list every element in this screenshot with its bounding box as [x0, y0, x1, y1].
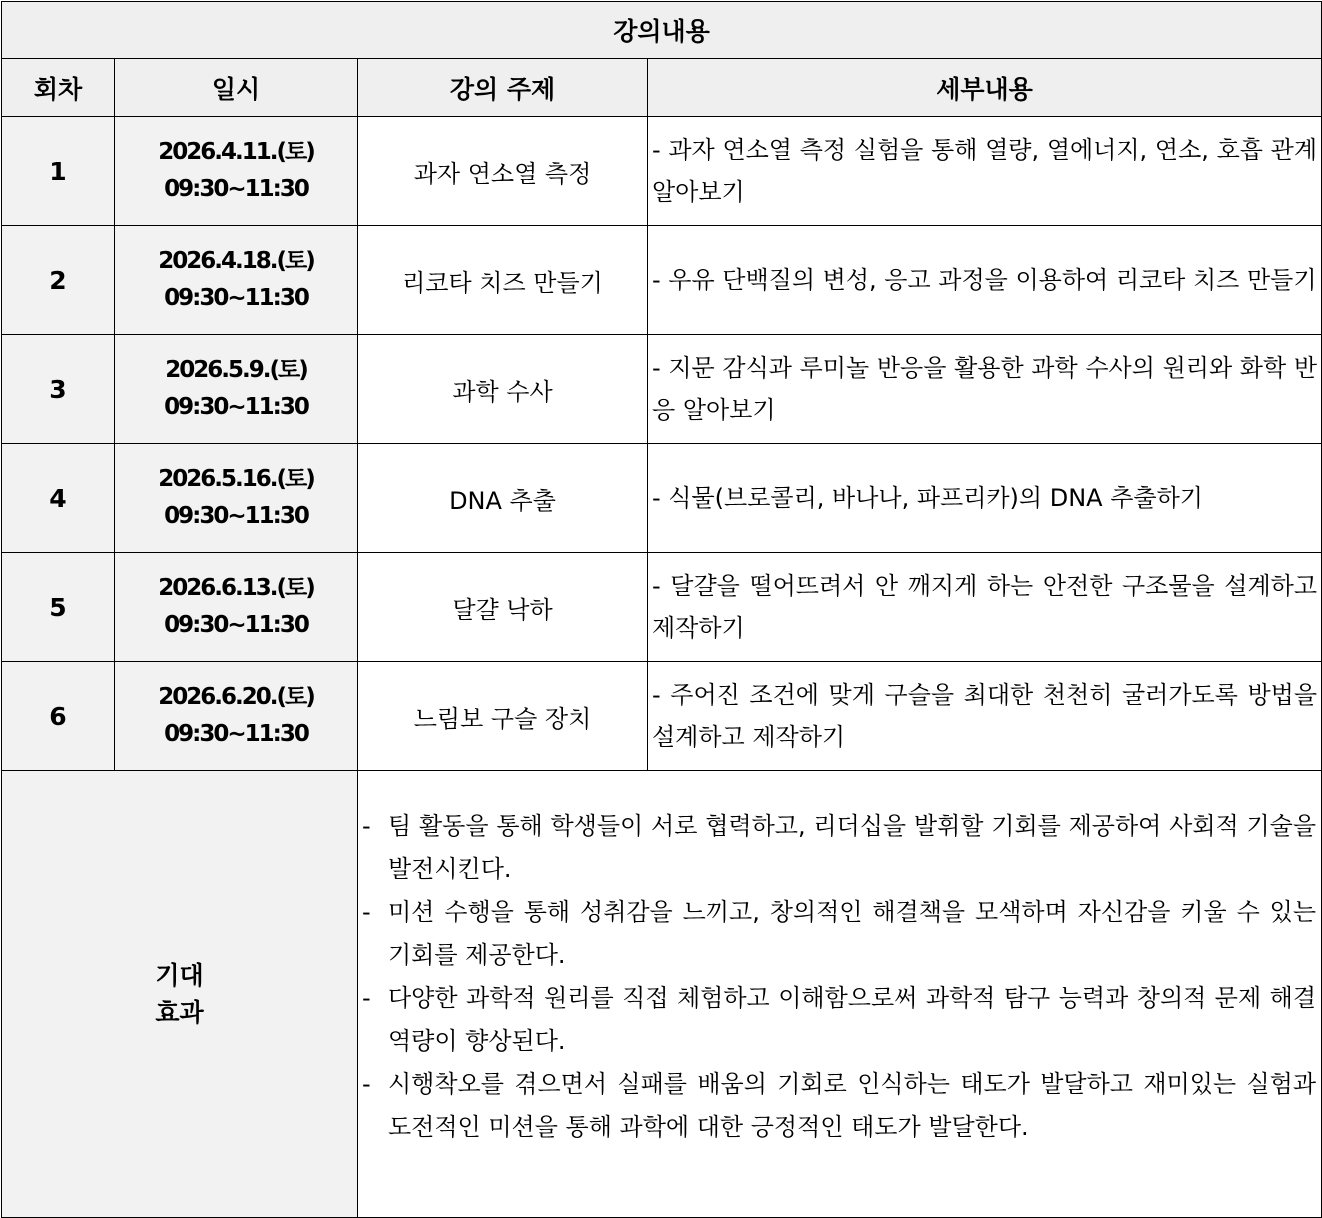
expected-effects-list [362, 805, 1316, 1149]
expected-effects-row [2, 771, 1322, 1218]
round-number: 4 [2, 444, 115, 553]
table-row [2, 117, 1322, 226]
session-time: 09:30~11:30 [164, 721, 308, 747]
lecture-topic: DNA 추출 [358, 444, 648, 553]
expected-effects-label [2, 771, 358, 1218]
table-row [2, 553, 1322, 662]
header-round: 회차 [2, 59, 115, 117]
round-number: 6 [2, 662, 115, 771]
effect-text: 다양한 과학적 원리를 직접 체험하고 이해함으로써 과학적 탐구 능력과 창의적 문제 해결 역량이 향상된다. [388, 984, 1317, 1055]
session-time: 09:30~11:30 [164, 176, 308, 202]
list-item: - 다양한 과학적 원리를 직접 체험하고 이해함으로써 과학적 탐구 능력과 창의적 문제 해결 역량이 향상된다. [362, 984, 1317, 1055]
effect-text: 미션 수행을 통해 성취감을 느끼고, 창의적인 해결책을 모색하며 자신감을 키울 수 있는 기회를 제공한다. [388, 898, 1317, 969]
session-time: 09:30~11:30 [164, 503, 308, 529]
expected-effects-label-line1: 기대 [155, 961, 204, 990]
round-number: 5 [2, 553, 115, 662]
round-number: 2 [2, 226, 115, 335]
header-topic: 강의 주제 [358, 59, 648, 117]
session-date: 2026.6.13.(토) [158, 575, 314, 601]
expected-effects-content [358, 771, 1322, 1218]
table-title: 강의내용 [2, 2, 1322, 59]
effect-text: 팀 활동을 통해 학생들이 서로 협력하고, 리더십을 발휘할 기회를 제공하여 사회적 기술을 발전시킨다. [388, 812, 1317, 883]
session-datetime [115, 553, 358, 662]
lecture-topic: 과학 수사 [358, 335, 648, 444]
session-datetime [115, 662, 358, 771]
list-item: - 시행착오를 겪으면서 실패를 배움의 기회로 인식하는 태도가 발달하고 재미있는 실험과 도전적인 미션을 통해 과학에 대한 긍정적인 태도가 발달한다. [362, 1070, 1317, 1141]
session-datetime [115, 335, 358, 444]
expected-effects-label-line2: 효과 [155, 998, 204, 1027]
table-row [2, 335, 1322, 444]
lecture-topic: 과자 연소열 측정 [358, 117, 648, 226]
header-detail: 세부내용 [648, 59, 1322, 117]
lecture-detail: - 지문 감식과 루미놀 반응을 활용한 과학 수사의 원리와 화학 반응 알아보기 [648, 335, 1322, 444]
effect-text: 시행착오를 겪으면서 실패를 배움의 기회로 인식하는 태도가 발달하고 재미있는 실험과 도전적인 미션을 통해 과학에 대한 긍정적인 태도가 발달한다. [388, 1070, 1317, 1141]
header-date: 일시 [115, 59, 358, 117]
lecture-detail: - 달걀을 떨어뜨려서 안 깨지게 하는 안전한 구조물을 설계하고 제작하기 [648, 553, 1322, 662]
session-time: 09:30~11:30 [164, 394, 308, 420]
lecture-detail: - 우유 단백질의 변성, 응고 과정을 이용하여 리코타 치즈 만들기 [648, 226, 1322, 335]
round-number: 3 [2, 335, 115, 444]
session-time: 09:30~11:30 [164, 285, 308, 311]
table-row [2, 444, 1322, 553]
lecture-topic: 느림보 구슬 장치 [358, 662, 648, 771]
round-number: 1 [2, 117, 115, 226]
table-row [2, 226, 1322, 335]
list-item: - 팀 활동을 통해 학생들이 서로 협력하고, 리더십을 발휘할 기회를 제공하여 사회적 기술을 발전시킨다. [362, 812, 1317, 883]
session-date: 2026.4.18.(토) [158, 248, 314, 274]
session-date: 2026.4.11.(토) [158, 139, 314, 165]
lecture-topic: 달걀 낙하 [358, 553, 648, 662]
session-datetime [115, 444, 358, 553]
list-item: - 미션 수행을 통해 성취감을 느끼고, 창의적인 해결책을 모색하며 자신감을 키울 수 있는 기회를 제공한다. [362, 898, 1317, 969]
lecture-detail: - 주어진 조건에 맞게 구슬을 최대한 천천히 굴러가도록 방법을 설계하고 제작하기 [648, 662, 1322, 771]
lecture-detail: - 과자 연소열 측정 실험을 통해 열량, 열에너지, 연소, 호흡 관계 알아보기 [648, 117, 1322, 226]
session-datetime [115, 226, 358, 335]
session-datetime [115, 117, 358, 226]
session-date: 2026.6.20.(토) [158, 684, 314, 710]
lecture-topic: 리코타 치즈 만들기 [358, 226, 648, 335]
lecture-detail: - 식물(브로콜리, 바나나, 파프리카)의 DNA 추출하기 [648, 444, 1322, 553]
session-date: 2026.5.9.(토) [165, 357, 307, 383]
table-row [2, 662, 1322, 771]
session-time: 09:30~11:30 [164, 612, 308, 638]
lecture-schedule-table [1, 1, 1322, 1218]
session-date: 2026.5.16.(토) [158, 466, 314, 492]
